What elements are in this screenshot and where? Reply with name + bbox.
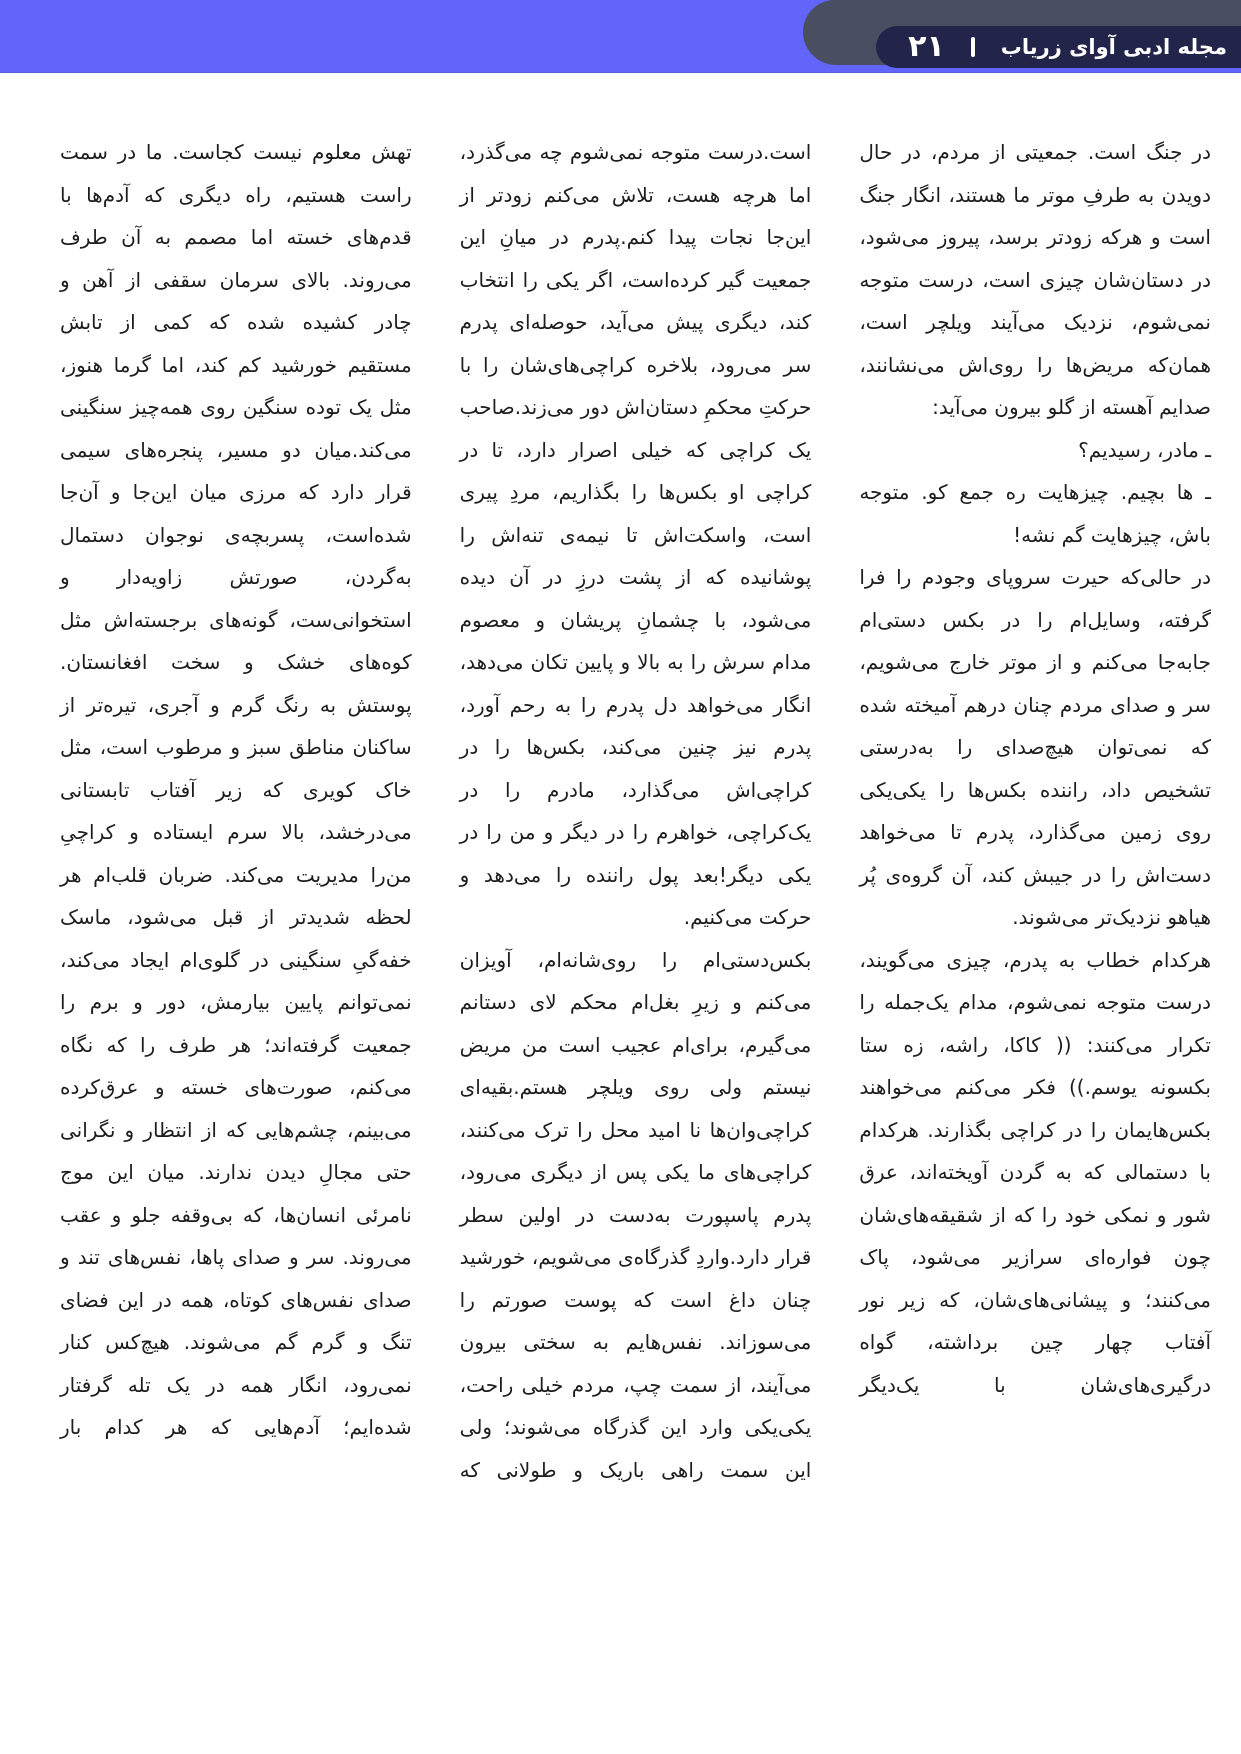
paragraph: هرکدام خطاب به پدرم، چیزی می‌گویند، درست متوجه نمی‌شوم، مدام یک‌جمله را تکرار می‌کنند: (( کاکا، راشه، زه ستا بکسونه یوسم.)) فکر می‌کنم می‌خواهند بکس‌هایمان را در کراچی بگذارند. هرکدام با دستمالی که به گردن آویخته‌اند، عرق شور و نمکی خود را که از شقیقه‌های‌شان چون فواره‌ای سرازیر می‌شود، پاک می‌کنند؛ و پیشانی‌های‌شان، که زیر نور آفتاب چهار چین برداشته، گواه درگیری‌های‌شان با یک‌دیگر xyxy=(859,947,1211,1397)
paragraph: در جنگ است. جمعیتی از مردم، در حال دویدن به طرفِ موتر ما هستند، انگار جنگ است و هرکه زودتر برسد، پیروز می‌شود، در دستان‌شان چیزی است، درست متوجه نمی‌شوم، نزدیک می‌آیند ویلچر است، همان‌که مریض‌ها را روی‌اش می‌نشانند، صدایم آهسته از گلو بیرون می‌آید: xyxy=(859,140,1211,419)
text-column-left xyxy=(60,131,412,1491)
paragraph: بکس‌دستی‌ام را روی‌شانه‌ام، آویزان می‌کنم و زیرِ بغل‌ام محکم لای دستانم می‌گیرم، برای‌ام عجیب است من مریض نیستم ولی روی ویلچر هستم.بقیه‌ای کراچی‌وان‌ها نا امید محل را ترک می‌کنند، کراچی‌های ما یکی پس از دیگری می‌رود، پدرم پاسپورت به‌دست در اولین سطر قرار دارد.واردِ گذرگاه‌ی می‌شویم، خورشید چنان داغ است که پوست صورتم را می‌سوزاند. نفس‌هایم به سختی بیرون می‌آیند، از سمت چپ، مردم خیلی راحت، یکی‌یکی وارد این گذرگاه می‌شوند؛ ولی این سمت راهی باریک و طولانی که xyxy=(459,947,812,1482)
vertical-bar-divider-icon xyxy=(971,37,975,57)
header-title-pill xyxy=(876,26,1241,68)
text-column-right xyxy=(859,131,1211,1491)
dialogue-line: ـ ها بچیم. چیزهایت ره جمع کو. متوجه باش، چیزهایت گم نشه! xyxy=(859,480,1211,547)
paragraph: است.درست متوجه نمی‌شوم چه می‌گذرد، اما هرچه هست، تلاش می‌کنم زودتر از این‌جا نجات پیدا کنم.پدرم در میانِ این جمعیت گیر کرده‌است، اگر یکی را انتخاب کند، دیگری پیش می‌آید، حوصله‌ای پدرم سر می‌رود، بلاخره کراچی‌های‌شان را با حرکتِ محکمِ دستان‌اش دور می‌زند.صاحب یک کراچی که خیلی اصرار دارد، تا در کراچی او بکس‌ها را بگذاریم، مردِ پیری است، واسکت‌اش تا نیمه‌ی تنه‌اش را پوشانیده که از پشت درزِ در آن دیده می‌شود، با چشمانِ پریشان و معصوم مدام سرش را به بالا و پایین تکان می‌دهد، انگار می‌خواهد دل پدرم را به رحم آورد، پدرم نیز چنین می‌کند، بکس‌ها را در کراچی‌اش می‌گذارد، مادرم را در یک‌کراچی، خواهرم را در دیگر و من را در یکی دیگر!بعد پول راننده را می‌دهد و حرکت می‌کنیم. xyxy=(459,140,812,929)
text-column-middle xyxy=(460,131,812,1491)
magazine-title: مجله ادبی آوای زریاب xyxy=(1000,35,1227,59)
paragraph: در حالی‌که حیرت سروپای وجودم را فرا گرفته، وسایل‌ام را در بکس دستی‌ام جابه‌جا می‌کنم و از موتر خارج می‌شویم، سر و صدای مردم چنان درهم آمیخته شده که نمی‌توان هیچ‌صدای را به‌درستی تشخیص داد، راننده بکس‌ها را یکی‌یکی روی زمین می‌گذارد، پدرم تا می‌خواهد دست‌اش را در جیبش کند، آن گروه‌ی پُر هیاهو نزدیک‌تر می‌شوند. xyxy=(859,565,1211,929)
article-body xyxy=(0,131,1241,1491)
paragraph: تهش معلوم نیست کجاست. ما در سمت راست هستیم، راه دیگری که آدم‌ها با قدم‌های خسته اما مصمم به آن طرف می‌روند. بالای سرمان سقفی از آهن و چادر کشیده شده که کمی از تابش مستقیم خورشید کم کند، اما گرما هنوز، مثل یک توده سنگین روی همه‌چیز سنگینی می‌کند.میان دو مسیر، پنجره‌های سیمی قرار دارد که مرزی میان این‌جا و آن‌جا شده‌است، پسربچه‌ی نوجوان دستمال به‌گردن، صورتش زاویه‌دار و استخوانی‌ست، گونه‌های برجسته‌اش مثل کوه‌های خشک و سخت افغانستان. پوستش به رنگ گرم و آجری، تیره‌تر از ساکنان مناطق سبز و مرطوب است، مثل خاک کویری که زیر آفتاب تابستانی می‌درخشد، بالا سرم ایستاده و کراچیِ من‌را مدیریت می‌کند. ضربان قلب‌ام هر لحظه شدیدتر از قبل می‌شود، ماسک خفه‌گیِ سنگینی در گلوی‌ام ایجاد می‌کند، نمی‌توانم پایین بیارمش، دور و برم را جمعیت گرفته‌اند؛ هر طرف را که نگاه می‌کنم، صورت‌های خسته و عرق‌کرده می‌بینم، چشم‌هایی که از انتظار و نگرانی حتی مجالِ دیدن ندارند. میان این موج نامرئی انسان‌ها، که بی‌وقفه جلو و عقب می‌روند. سر و صدای پاها، نفس‌های تند و صدای نفس‌های کوتاه، همه در این فضای تنگ و گرم گم می‌شوند. هیچ‌کس کنار نمی‌رود، انگار همه در یک تله گرفتار شده‌ایم؛ آدم‌هایی که هر کدام بار xyxy=(59,140,412,1439)
dialogue-line: ـ مادر، رسیدیم؟ xyxy=(1078,437,1211,462)
page-number: ۲۱ xyxy=(908,29,945,64)
page-header xyxy=(0,0,1241,73)
header-accent-shape xyxy=(803,0,1241,65)
